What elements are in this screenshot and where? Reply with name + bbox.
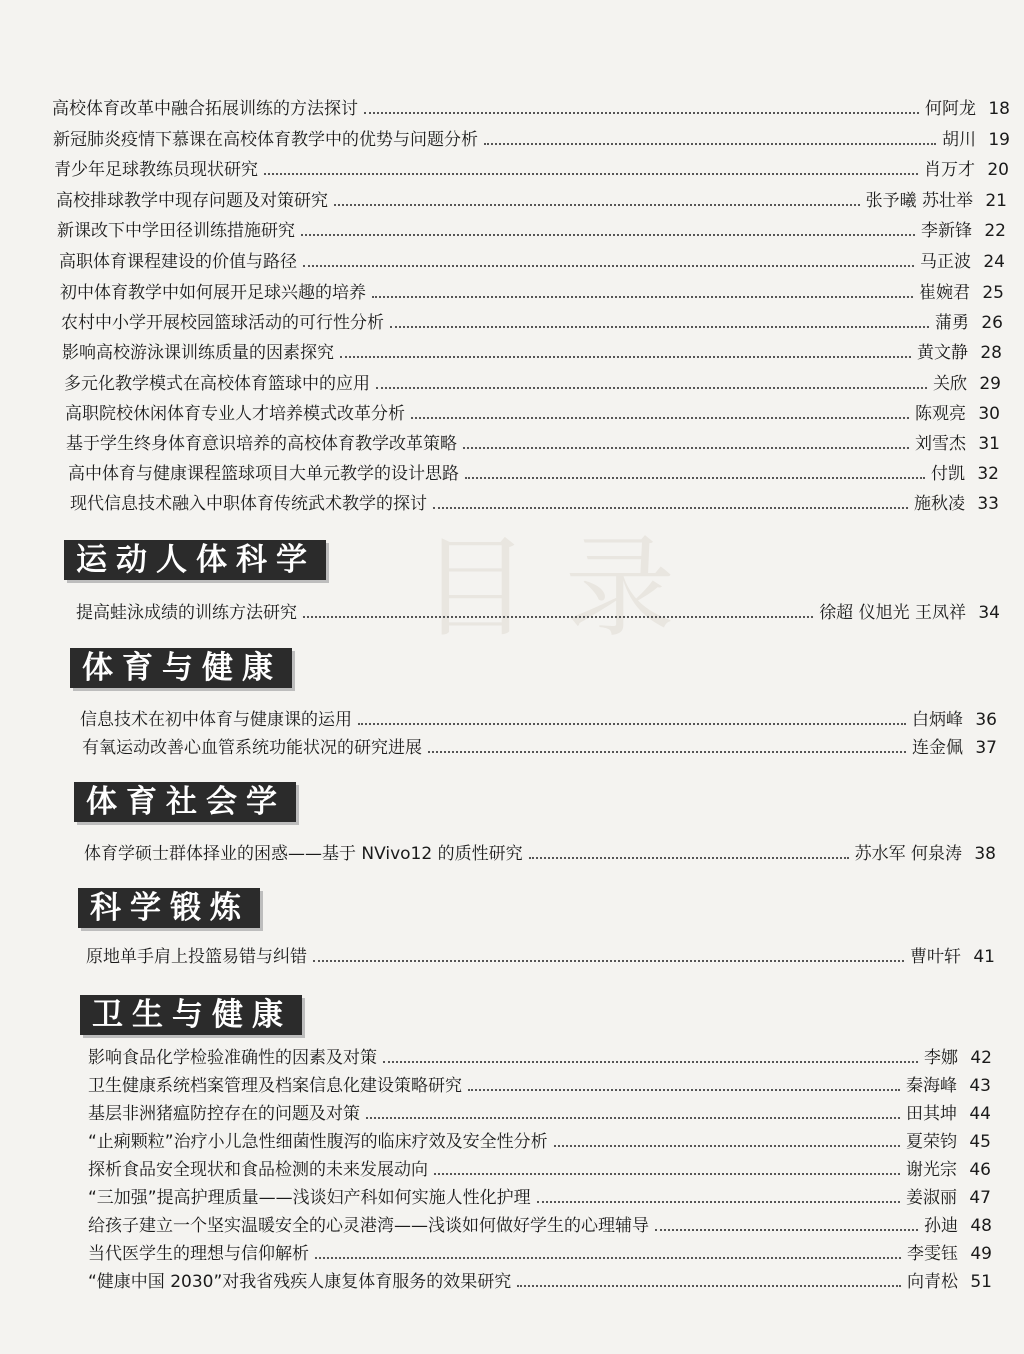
entry-page: 18 [988, 99, 1010, 119]
entry-page: 24 [983, 252, 1005, 272]
entry-author: 付凯 [931, 464, 965, 484]
toc-entry[interactable] [53, 128, 1010, 152]
entry-title: 现代信息技术融入中职体育传统武术教学的探讨 [70, 494, 427, 514]
entry-page: 44 [969, 1104, 991, 1124]
dot-leader [376, 386, 927, 389]
entry-author: 肖万才 [924, 160, 975, 180]
entry-author: 孙迪 [924, 1216, 958, 1236]
entry-page: 25 [982, 283, 1004, 303]
entry-author: 陈观亮 [915, 404, 966, 424]
entry-page: 45 [969, 1132, 991, 1152]
entry-title: 基层非洲猪瘟防控存在的问题及对策 [88, 1104, 360, 1124]
toc-entry[interactable] [88, 1214, 992, 1238]
toc-entry[interactable] [88, 1242, 992, 1266]
watermark: 目 录 [420, 524, 675, 652]
entry-page: 20 [987, 160, 1009, 180]
entry-page: 51 [970, 1272, 992, 1292]
dot-leader [264, 172, 918, 175]
toc-entry[interactable] [60, 281, 1004, 305]
entry-title: 初中体育教学中如何展开足球兴趣的培养 [60, 283, 366, 303]
entry-title: 高校排球教学中现存问题及对策研究 [56, 191, 328, 211]
entry-author: 刘雪杰 [915, 434, 966, 454]
toc-entry[interactable] [88, 1158, 991, 1182]
entry-author: 白炳峰 [912, 710, 963, 730]
entry-author: 李娜 [924, 1048, 958, 1068]
dot-leader [366, 1116, 900, 1119]
dot-leader [364, 111, 919, 114]
dot-leader [468, 1088, 900, 1091]
entry-page: 49 [970, 1244, 992, 1264]
toc-entry[interactable] [84, 842, 996, 866]
entry-page: 46 [969, 1160, 991, 1180]
entry-page: 43 [969, 1076, 991, 1096]
toc-entry[interactable] [52, 97, 1010, 121]
entry-title: 影响食品化学检验准确性的因素及对策 [88, 1048, 377, 1068]
dot-leader [340, 355, 911, 358]
toc-entry[interactable] [54, 158, 1009, 182]
toc-entry[interactable] [76, 601, 1000, 625]
dot-leader [301, 233, 915, 236]
toc-entry[interactable] [66, 432, 1000, 456]
dot-leader [465, 476, 925, 479]
entry-title: 当代医学生的理想与信仰解析 [88, 1244, 309, 1264]
entry-page: 47 [969, 1188, 991, 1208]
section-header-sport-sociology: 体育社会学 [74, 782, 296, 822]
entry-title: “三加强”提高护理质量——浅谈妇产科如何实施人性化护理 [88, 1188, 531, 1208]
section-header-sport-health: 体育与健康 [70, 648, 292, 688]
entry-title: 高职体育课程建设的价值与路径 [59, 252, 297, 272]
entry-author: 张予曦 苏壮举 [865, 191, 973, 211]
entry-author: 何阿龙 [925, 99, 976, 119]
dot-leader [537, 1200, 900, 1203]
dot-leader [383, 1060, 918, 1063]
entry-author: 胡川 [942, 130, 976, 150]
entry-page: 33 [977, 494, 999, 514]
section-header-scientific-exercise: 科学锻炼 [78, 888, 260, 928]
dot-leader [334, 203, 860, 206]
toc-entry[interactable] [70, 492, 999, 516]
entry-author: 施秋凌 [914, 494, 965, 514]
entry-page: 42 [970, 1048, 992, 1068]
entry-author: 姜淑丽 [906, 1188, 957, 1208]
toc-entry[interactable] [88, 1186, 991, 1210]
entry-page: 48 [970, 1216, 992, 1236]
entry-title: 信息技术在初中体育与健康课的运用 [80, 710, 352, 730]
entry-author: 田其坤 [906, 1104, 957, 1124]
entry-title: 给孩子建立一个坚实温暖安全的心灵港湾——浅谈如何做好学生的心理辅导 [88, 1216, 649, 1236]
toc-entry[interactable] [65, 402, 1000, 426]
entry-title: 新冠肺炎疫情下慕课在高校体育教学中的优势与问题分析 [53, 130, 478, 150]
toc-entry[interactable] [56, 189, 1007, 213]
entry-page: 30 [978, 404, 1000, 424]
section-header-human-sport-science: 运动人体科学 [64, 540, 326, 580]
dot-leader [484, 142, 936, 145]
entry-title: 影响高校游泳课训练质量的因素探究 [62, 343, 334, 363]
entry-title: 多元化教学模式在高校体育篮球中的应用 [64, 374, 370, 394]
entry-title: 高职院校休闲体育专业人才培养模式改革分析 [65, 404, 405, 424]
entry-page: 19 [988, 130, 1010, 150]
entry-author: 连金佩 [912, 738, 963, 758]
toc-entry[interactable] [59, 250, 1005, 274]
entry-author: 夏荣钧 [906, 1132, 957, 1152]
entry-title: 提高蛙泳成绩的训练方法研究 [76, 603, 297, 623]
entry-title: 卫生健康系统档案管理及档案信息化建设策略研究 [88, 1076, 462, 1096]
entry-author: 向青松 [907, 1272, 958, 1292]
toc-entry[interactable] [88, 1270, 992, 1294]
section-header-hygiene-health: 卫生与健康 [80, 995, 302, 1035]
entry-page: 32 [977, 464, 999, 484]
entry-author: 苏水军 何泉涛 [854, 844, 962, 864]
entry-page: 29 [979, 374, 1001, 394]
toc-entry[interactable] [57, 219, 1006, 243]
dot-leader [655, 1228, 918, 1231]
toc-entry[interactable] [62, 341, 1002, 365]
dot-leader [411, 416, 909, 419]
dot-leader [390, 325, 929, 328]
entry-title: “止痢颗粒”治疗小儿急性细菌性腹泻的临床疗效及安全性分析 [88, 1132, 548, 1152]
dot-leader [529, 856, 849, 859]
entry-title: 探析食品安全现状和食品检测的未来发展动向 [88, 1160, 428, 1180]
entry-author: 李新锋 [921, 221, 972, 241]
entry-page: 31 [978, 434, 1000, 454]
entry-page: 22 [984, 221, 1006, 241]
entry-author: 马正波 [920, 252, 971, 272]
toc-entry[interactable] [64, 372, 1001, 396]
entry-page: 36 [975, 710, 997, 730]
toc-entry[interactable] [88, 1130, 991, 1154]
entry-author: 关欣 [933, 374, 967, 394]
entry-page: 21 [985, 191, 1007, 211]
entry-author: 谢光宗 [906, 1160, 957, 1180]
dot-leader [433, 506, 908, 509]
toc-entry[interactable] [88, 1102, 991, 1126]
entry-page: 38 [974, 844, 996, 864]
dot-leader [303, 615, 813, 618]
dot-leader [517, 1284, 901, 1287]
entry-title: 原地单手肩上投篮易错与纠错 [86, 947, 307, 967]
entry-author: 崔婉君 [919, 283, 970, 303]
entry-title: 有氧运动改善心血管系统功能状况的研究进展 [82, 738, 422, 758]
entry-page: 37 [975, 738, 997, 758]
dot-leader [463, 446, 909, 449]
toc-entry[interactable] [61, 311, 1003, 335]
dot-leader [554, 1144, 900, 1147]
entry-author: 徐超 仪旭光 王凤祥 [819, 603, 966, 623]
entry-title: 农村中小学开展校园篮球活动的可行性分析 [61, 313, 384, 333]
entry-title: 新课改下中学田径训练措施研究 [57, 221, 295, 241]
dot-leader [315, 1256, 901, 1259]
entry-author: 蒲勇 [935, 313, 969, 333]
toc-entry[interactable] [80, 708, 997, 732]
toc-entry[interactable] [88, 1074, 991, 1098]
entry-author: 黄文静 [917, 343, 968, 363]
entry-author: 曹叶轩 [910, 947, 961, 967]
entry-page: 26 [981, 313, 1003, 333]
entry-title: 基于学生终身体育意识培养的高校体育教学改革策略 [66, 434, 457, 454]
toc-entry[interactable] [86, 945, 995, 969]
dot-leader [313, 959, 904, 962]
dot-leader [434, 1172, 900, 1175]
entry-page: 41 [973, 947, 995, 967]
entry-title: 高中体育与健康课程篮球项目大单元教学的设计思路 [68, 464, 459, 484]
dot-leader [358, 722, 906, 725]
toc-entry[interactable] [88, 1046, 992, 1070]
dot-leader [303, 264, 914, 267]
entry-title: 高校体育改革中融合拓展训练的方法探讨 [52, 99, 358, 119]
toc-entry[interactable] [82, 736, 997, 760]
entry-author: 李雯钰 [907, 1244, 958, 1264]
entry-author: 秦海峰 [906, 1076, 957, 1096]
entry-page: 28 [980, 343, 1002, 363]
dot-leader [428, 750, 906, 753]
entry-title: 青少年足球教练员现状研究 [54, 160, 258, 180]
dot-leader [372, 295, 913, 298]
entry-title: 体育学硕士群体择业的困惑——基于 NVivo12 的质性研究 [84, 844, 523, 864]
entry-title: “健康中国 2030”对我省残疾人康复体育服务的效果研究 [88, 1272, 512, 1292]
entry-page: 34 [978, 603, 1000, 623]
toc-entry[interactable] [68, 462, 999, 486]
